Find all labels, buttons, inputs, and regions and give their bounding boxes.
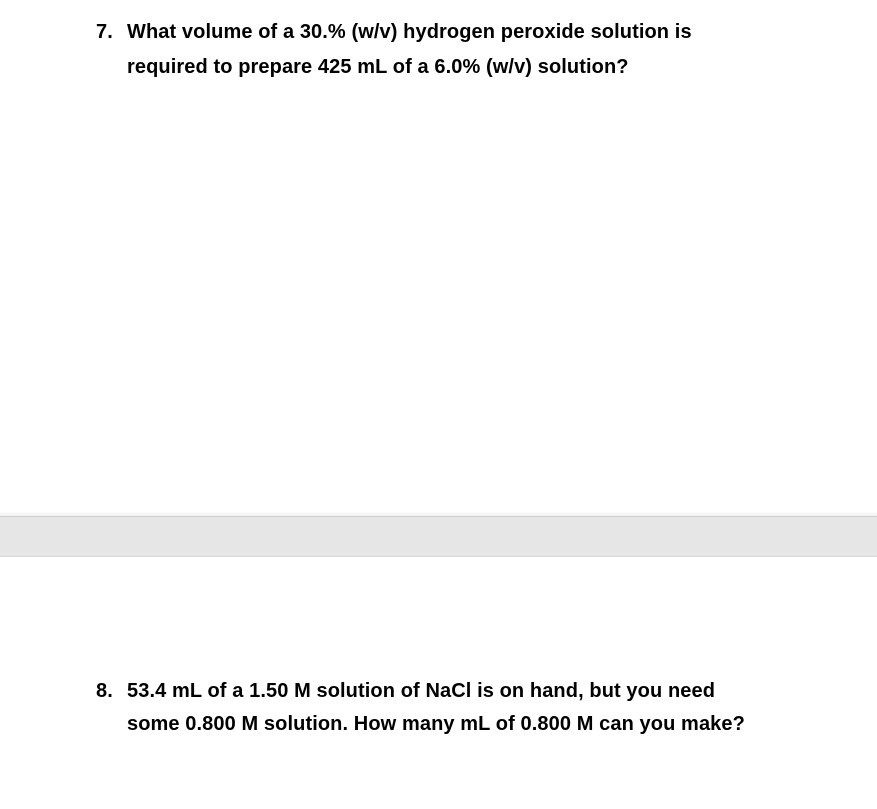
question-text-line-2: some 0.800 M solution. How many mL of 0.800 M can you make?: [127, 713, 745, 735]
question-text-line-1: 53.4 mL of a 1.50 M solution of NaCl is on hand, but you need: [127, 680, 716, 702]
question-text-line-1: What volume of a 30.% (w/v) hydrogen peroxide solution is: [127, 21, 692, 43]
question-number: 7.: [96, 21, 113, 43]
page-separator: [0, 516, 877, 557]
question-number: 8.: [96, 680, 113, 702]
question-text-line-2: required to prepare 425 mL of a 6.0% (w/v) solution?: [127, 56, 629, 78]
